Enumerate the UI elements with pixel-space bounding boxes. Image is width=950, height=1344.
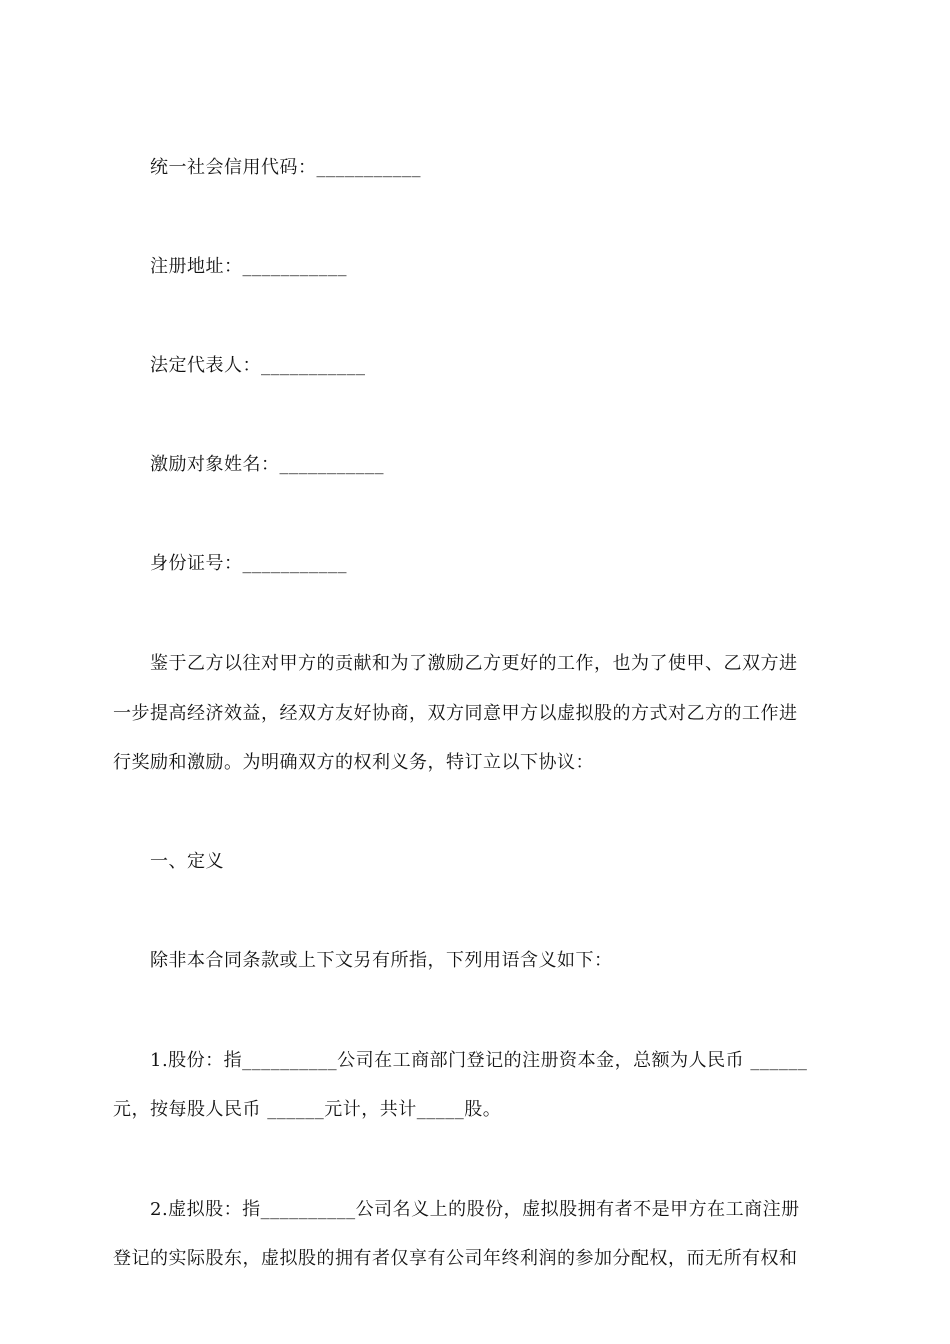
definition-1-line-1: 1.股份：指__________公司在工商部门登记的注册资本金，总额为人民币 ______ <box>150 1050 808 1071</box>
definition-2-line-1: 2.虚拟股：指__________公司名义上的股份，虚拟股拥有者不是甲方在工商注册 <box>150 1199 800 1220</box>
recipient-name-field: 激励对象姓名：___________ <box>150 454 384 475</box>
preamble-line-3: 行奖励和激励。为明确双方的权利义务，特订立以下协议： <box>113 752 594 773</box>
registered-address-field: 注册地址：___________ <box>150 256 347 277</box>
preamble-line-1: 鉴于乙方以往对甲方的贡献和为了激励乙方更好的工作，也为了使甲、乙双方进 <box>150 653 798 674</box>
section-heading: 一、定义 <box>150 851 224 872</box>
definition-1-line-2: 元，按每股人民币 ______元计，共计_____股。 <box>113 1099 502 1120</box>
definition-2-line-2: 登记的实际股东，虚拟股的拥有者仅享有公司年终利润的参加分配权，而无所有权和 <box>113 1248 798 1269</box>
credit-code-field: 统一社会信用代码：___________ <box>150 157 421 178</box>
id-number-field: 身份证号：___________ <box>150 553 347 574</box>
preamble-line-2: 一步提高经济效益，经双方友好协商，双方同意甲方以虚拟股的方式对乙方的工作进 <box>113 703 798 724</box>
legal-representative-field: 法定代表人：___________ <box>150 355 366 376</box>
definitions-intro: 除非本合同条款或上下文另有所指，下列用语含义如下： <box>150 950 613 971</box>
